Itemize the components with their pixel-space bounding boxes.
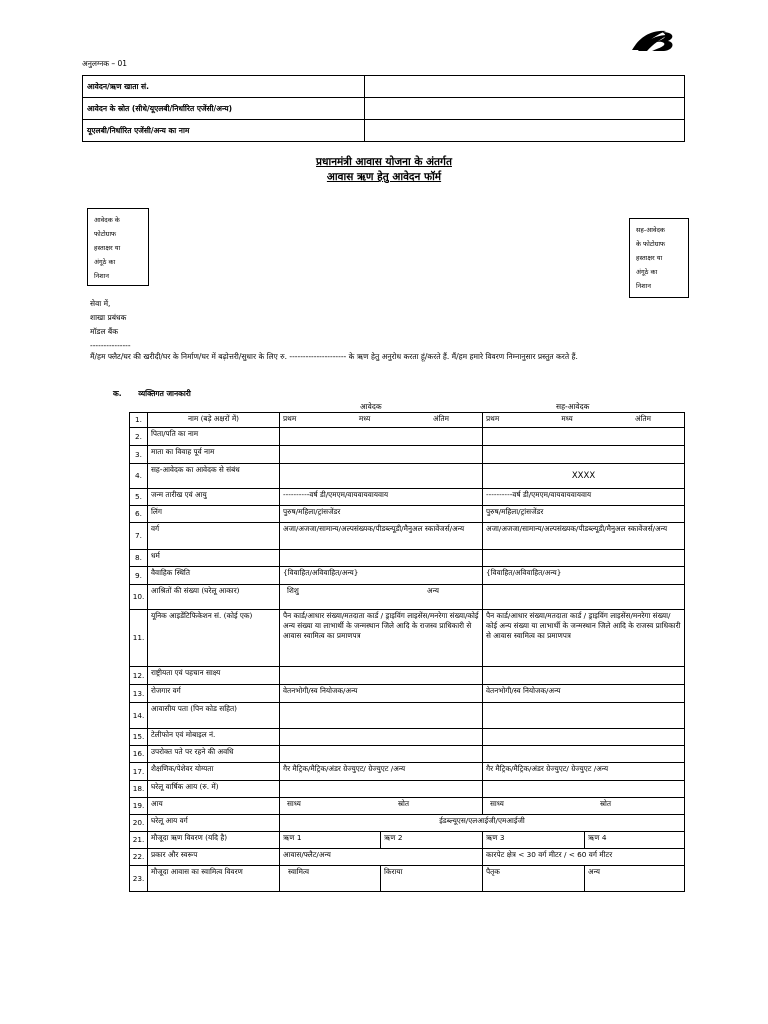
photo-label: फोटोग्राफ: [94, 230, 117, 238]
meta-row-agency: [83, 120, 685, 142]
loan-4-field[interactable]: ऋण 4: [585, 832, 685, 849]
coapplicant-income-source-field[interactable]: [483, 798, 685, 815]
table-row: [130, 523, 685, 550]
meta-label: आवेदन/ऋण खाता सं.: [83, 76, 365, 98]
income-amount-label: साध्य: [490, 799, 504, 808]
column-header-coapplicant: सह-आवेदक: [556, 402, 590, 411]
applicant-income-field[interactable]: [280, 781, 483, 798]
house-type-field[interactable]: आवास/फ्लैट/अन्य: [280, 849, 483, 866]
row-number: 13.: [130, 685, 148, 703]
photo-label: अंगूठे का: [94, 258, 116, 266]
photo-label: सह-आवेदक: [636, 226, 665, 234]
applicant-education-field[interactable]: गैर मैट्रिक/मैट्रिक/अंडर ग्रेज्युएट/ ग्रेज्युएट /अन्य: [280, 763, 483, 781]
coapplicant-religion-field[interactable]: [483, 550, 685, 567]
annex-number: अनुलग्नक – 01: [82, 59, 128, 68]
applicant-employment-field[interactable]: वेतनभोगी/स्व नियोजक/अन्य: [280, 685, 483, 703]
row-label: यूनिक आइडेंटिफिकेशन सं. (कोई एक): [148, 610, 280, 667]
agency-name-field[interactable]: [365, 120, 685, 142]
row-number: 15.: [130, 729, 148, 746]
row-number: 7.: [130, 523, 148, 550]
name-middle-label: मध्य: [358, 414, 371, 423]
row-number: 19.: [130, 798, 148, 815]
table-row: [130, 464, 685, 489]
photo-label: के फोटोग्राफ: [636, 240, 666, 248]
row-label: आय: [148, 798, 280, 815]
coapplicant-phone-field[interactable]: [483, 729, 685, 746]
row-number: 12.: [130, 667, 148, 685]
row-number: 17.: [130, 763, 148, 781]
loan-1-field[interactable]: ऋण 1: [280, 832, 381, 849]
address-line: शाखा प्रबंधक: [90, 313, 127, 322]
table-row: [130, 815, 685, 832]
table-row: [130, 413, 685, 428]
applicant-relation-field[interactable]: [280, 464, 483, 489]
row-number: 9.: [130, 567, 148, 585]
income-source-label: स्रोत: [599, 799, 611, 808]
addressee-block: [90, 297, 131, 353]
coapplicant-relation-field[interactable]: XXXX: [483, 464, 685, 489]
row-label: वर्ग: [148, 523, 280, 550]
table-row: [130, 506, 685, 523]
name-middle-label: मध्य: [561, 414, 573, 423]
row-number: 2.: [130, 428, 148, 446]
coapplicant-nationality-field[interactable]: [483, 667, 685, 685]
section-heading: [113, 389, 205, 399]
name-last-label: अंतिम: [433, 414, 449, 423]
table-row: [130, 550, 685, 567]
coapplicant-name-field[interactable]: [483, 413, 685, 428]
row-number: 3.: [130, 446, 148, 464]
column-header-applicant: आवेदक: [360, 402, 382, 411]
table-row: [130, 585, 685, 610]
applicant-gender-field[interactable]: पुरुष/महिला/ट्रांसजेंडर: [280, 506, 483, 523]
row-number: 1.: [130, 413, 148, 428]
table-row: [130, 610, 685, 667]
applicant-marital-field[interactable]: {विवाहित/अविवाहित/अन्य}: [280, 567, 483, 585]
application-number-field[interactable]: [365, 76, 685, 98]
coapplicant-uid-field[interactable]: पैन कार्ड/आधार संख्या/मतदाता कार्ड / ड्राइविंग लाइसेंस/मनरेगा संख्या/कोई अन्य संख्या या लाभार्थी के जन्मस्थान जिले आदि के राजस्व प्राधिकारी से आवास स्वामित्व का प्रमाणपत्र: [483, 610, 685, 667]
row-label: उपरोक्त पते पर रहने की अवधि: [148, 746, 280, 763]
row-label: लिंग: [148, 506, 280, 523]
row-number: 6.: [130, 506, 148, 523]
table-row: [130, 446, 685, 464]
meta-row-source: [83, 98, 685, 120]
applicant-dependents-field[interactable]: [280, 585, 483, 610]
table-row: [130, 746, 685, 763]
address-line: सेवा में,: [90, 299, 111, 308]
address-line: ---------------: [90, 341, 131, 350]
meta-table: [82, 75, 685, 142]
meta-label: आवेदन के स्रोत (सीधे/यूएलबी/निर्धारित एजेंसी/अन्य): [83, 98, 365, 120]
applicant-name-field[interactable]: [280, 413, 483, 428]
ownership-ancestral-field[interactable]: पैतृक: [483, 866, 585, 892]
loan-request-text: मैं/हम फ्लैट/घर की खरीदी/घर के निर्माण/घर में बढ़ोत्तरी/सुधार के लिए रु. --------------------- के ऋण हेतु अनुरोध करता हूं/करते हैं. मैं/हम हमारे विवरण निम्नानुसार प्रस्तुत करते हैं.: [90, 352, 578, 361]
income-source-label: स्रोत: [397, 799, 409, 808]
dependents-child-label: शिशु: [287, 586, 299, 595]
row-label: धर्म: [148, 550, 280, 567]
row-label: वैवाहिक स्थिति: [148, 567, 280, 585]
row-label: रोजगार वर्ग: [148, 685, 280, 703]
applicant-uid-field[interactable]: पैन कार्ड/आधार संख्या/मतदाता कार्ड / ड्राइविंग लाइसेंस/मनरेगा संख्या/कोई अन्य संख्या या लाभार्थी के जन्मस्थान जिले आदि के राजस्व प्राधिकारी से आवास स्वामित्व का प्रमाणपत्र: [280, 610, 483, 667]
table-row: [130, 763, 685, 781]
table-row: [130, 849, 685, 866]
applicant-category-field[interactable]: अजा/अजजा/सामान्य/अल्पसंख्यक/पीडब्ल्यूडी/मैनुअल स्कावेंजर्स/अन्य: [280, 523, 483, 550]
meta-label: यूएलबी/निर्धारित एजेंसी/अन्य का नाम: [83, 120, 365, 142]
photo-label: हस्ताक्षर या: [636, 254, 663, 262]
table-row: [130, 685, 685, 703]
row-number: 5.: [130, 489, 148, 506]
row-number: 18.: [130, 781, 148, 798]
loan-2-field[interactable]: ऋण 2: [381, 832, 483, 849]
row-label: आवासीय पता (पिन कोड सहित): [148, 703, 280, 729]
coapplicant-photo-box[interactable]: [629, 218, 689, 298]
form-title-line2: आवास ऋण हेतु आवेदन फॉर्म: [326, 171, 442, 183]
coapplicant-dependents-field[interactable]: [483, 585, 685, 610]
row-number: 8.: [130, 550, 148, 567]
photo-label: निशान: [636, 282, 652, 290]
row-number: 11.: [130, 610, 148, 667]
loan-3-field[interactable]: ऋण 3: [483, 832, 585, 849]
section-title: व्यक्तिगत जानकारी: [138, 389, 191, 398]
carpet-area-field[interactable]: कारपेट क्षेत्र < 30 वर्ग मीटर / < 60 वर्ग मीटर: [483, 849, 685, 866]
coapplicant-income-field[interactable]: [483, 781, 685, 798]
photo-label: अंगूठे का: [636, 268, 658, 276]
table-row: [130, 489, 685, 506]
row-number: 21.: [130, 832, 148, 849]
table-row: [130, 428, 685, 446]
coapplicant-duration-field[interactable]: [483, 746, 685, 763]
coapplicant-gender-field[interactable]: पुरुष/महिला/ट्रांसजेंडर: [483, 506, 685, 523]
coapplicant-father-name-field[interactable]: [483, 428, 685, 446]
row-label: जन्म तारीख एवं आयु: [148, 489, 280, 506]
row-label: शैक्षणिक/पेशेवर योग्यता: [148, 763, 280, 781]
form-title-line1: प्रधानमंत्री आवास योजना के अंतर्गत: [316, 156, 452, 168]
table-row: [130, 729, 685, 746]
coapplicant-marital-field[interactable]: {विवाहित/अविवाहित/अन्य}: [483, 567, 685, 585]
photo-label: हस्ताक्षर या: [94, 244, 121, 252]
table-row: [130, 832, 685, 849]
name-first-label: प्रथम: [486, 414, 500, 423]
row-label: पिता/पति का नाम: [148, 428, 280, 446]
ownership-rented-field[interactable]: किराया: [381, 866, 483, 892]
row-label: घरेलू वार्षिक आय (रु. में): [148, 781, 280, 798]
row-number: 20.: [130, 815, 148, 832]
personal-info-table: [129, 412, 685, 892]
household-income-group-field[interactable]: ईडब्ल्यूएस/एलआईजी/एमआईजी: [280, 815, 685, 832]
row-label: मौजूदा आवास का स्वामित्व विवरण: [148, 866, 280, 892]
row-number: 14.: [130, 703, 148, 729]
address-line: मॉडल बैंक: [90, 327, 118, 336]
name-last-label: अंतिम: [635, 414, 651, 423]
row-label: नाम (बड़े अक्षरों में): [148, 413, 280, 428]
application-source-field[interactable]: [365, 98, 685, 120]
row-number: 4.: [130, 464, 148, 489]
applicant-mother-name-field[interactable]: [280, 446, 483, 464]
row-label: राष्ट्रीयता एवं पहचान साक्ष्य: [148, 667, 280, 685]
applicant-photo-box[interactable]: [87, 208, 149, 286]
row-number: 10.: [130, 585, 148, 610]
applicant-duration-field[interactable]: [280, 746, 483, 763]
coapplicant-education-field[interactable]: गैर मैट्रिक/मैट्रिक/अंडर ग्रेज्युएट/ ग्रेज्युएट /अन्य: [483, 763, 685, 781]
photo-label: आवेदक के: [94, 216, 120, 224]
table-row: [130, 781, 685, 798]
table-row: [130, 703, 685, 729]
row-label: घरेलू आय वर्ग: [148, 815, 280, 832]
row-number: 16.: [130, 746, 148, 763]
row-label: आश्रितों की संख्या (घरेलू आकार): [148, 585, 280, 610]
table-row: [130, 667, 685, 685]
row-label: टेलीफोन एवं मोबाइल नं.: [148, 729, 280, 746]
applicant-dob-field[interactable]: ----------वर्ष डी/एमएम/वायवायवायवाय: [280, 489, 483, 506]
row-label: माता का विवाह पूर्व नाम: [148, 446, 280, 464]
applicant-religion-field[interactable]: [280, 550, 483, 567]
coapplicant-dob-field[interactable]: ----------वर्ष डी/एमएम/वायवायवायवाय: [483, 489, 685, 506]
table-row: [130, 567, 685, 585]
applicant-father-name-field[interactable]: [280, 428, 483, 446]
coapplicant-address-field[interactable]: [483, 703, 685, 729]
applicant-nationality-field[interactable]: [280, 667, 483, 685]
row-label: सह-आवेदक का आवेदक से संबंध: [148, 464, 280, 489]
table-row: [130, 866, 685, 892]
row-label: मौजूदा ऋण विवरण (यदि है): [148, 832, 280, 849]
bank-logo-icon: [628, 28, 676, 56]
ownership-owned-field[interactable]: स्वामित्व: [280, 866, 381, 892]
row-number: 22.: [130, 849, 148, 866]
applicant-address-field[interactable]: [280, 703, 483, 729]
applicant-phone-field[interactable]: [280, 729, 483, 746]
ownership-other-field[interactable]: अन्य: [585, 866, 685, 892]
name-first-label: प्रथम: [283, 414, 297, 423]
coapplicant-employment-field[interactable]: वेतनभोगी/स्व नियोजक/अन्य: [483, 685, 685, 703]
meta-row-application-no: [83, 76, 685, 98]
row-number: 23.: [130, 866, 148, 892]
row-label: प्रकार और स्वरूप: [148, 849, 280, 866]
income-amount-label: साध्य: [287, 799, 301, 808]
photo-label: निशान: [94, 272, 110, 280]
coapplicant-category-field[interactable]: अजा/अजजा/सामान्य/अल्पसंख्यक/पीडब्ल्यूडी/मैनुअल स्कावेंजर्स/अन्य: [483, 523, 685, 550]
table-row: [130, 798, 685, 815]
dependents-other-label: अन्य: [427, 586, 439, 595]
section-letter: क.: [113, 389, 122, 398]
applicant-income-source-field[interactable]: [280, 798, 483, 815]
coapplicant-mother-name-field[interactable]: [483, 446, 685, 464]
